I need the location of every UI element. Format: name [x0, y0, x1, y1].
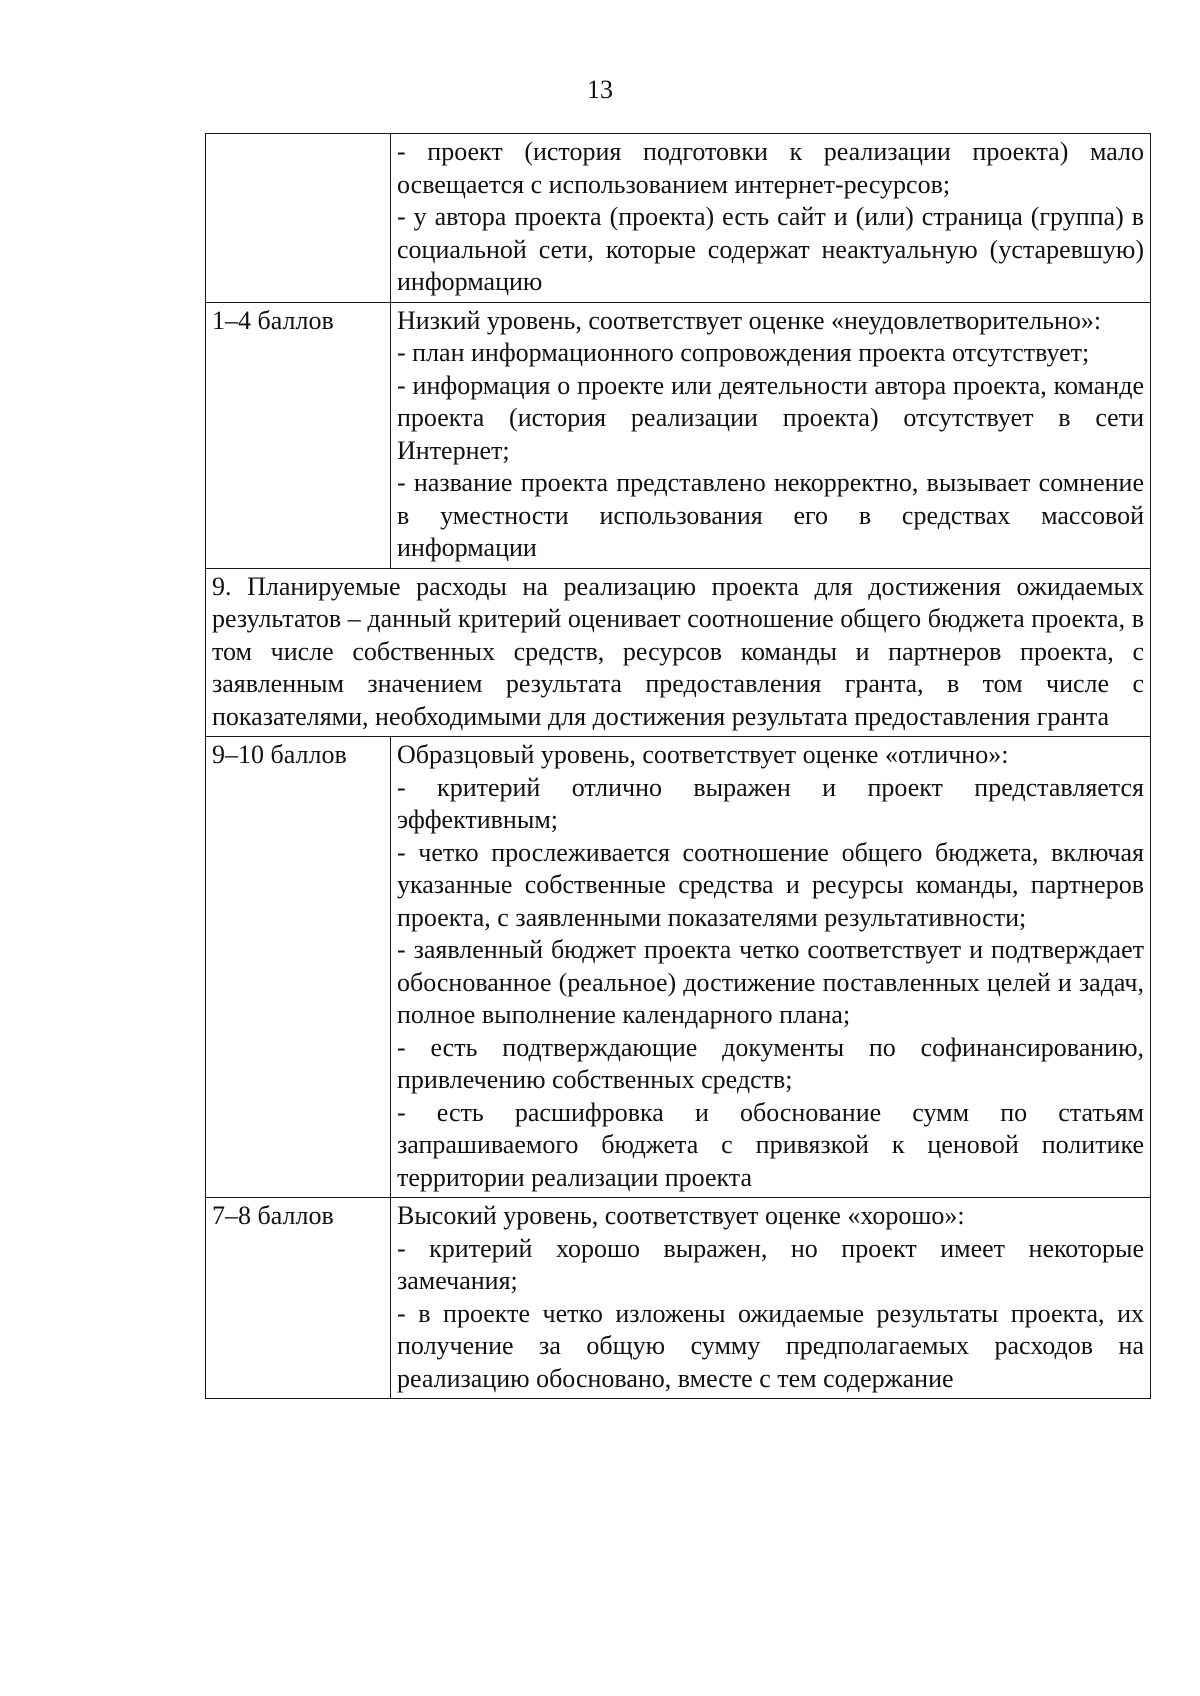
description-line: - план информационного сопровождения проекта отсутствует; — [397, 338, 1090, 367]
description-line: - название проекта представлено некорректно, вызывает сомнение в уместности использования его в средствах массовой информации — [397, 468, 1144, 562]
table-row — [206, 302, 1151, 568]
table-row — [206, 1198, 1151, 1399]
criterion-9-header — [206, 568, 1151, 737]
description-line: - четко прослеживается соотношение общего бюджета, включая указанные собственные средства и ресурсы команды, партнеров проекта, с заявленными показателями результативности; — [397, 837, 1144, 932]
description-line: Высокий уровень, соответствует оценке «хорошо»: — [397, 1201, 965, 1230]
description-line: - есть расшифровка и обоснование сумм по статьям запрашиваемого бюджета с привязкой к ценовой политике территории реализации проекта — [397, 1097, 1144, 1192]
score-cell: 7–8 баллов — [206, 1198, 391, 1399]
section-header-row — [206, 568, 1151, 737]
description-cell — [391, 134, 1151, 303]
description-line: - у автора проекта (проекта) есть сайт и (или) страница (группа) в социальной сети, которые содержат неактуальную (устаревшую) информацию — [397, 202, 1144, 296]
score-cell: 1–4 баллов — [206, 302, 391, 568]
description-line: Низкий уровень, соответствует оценке «неудовлетворительно»: — [397, 305, 1102, 335]
criterion-9-text: 9. Планируемые расходы на реализацию проекта для достижения ожидаемых результатов – данный критерий оценивает соотношение общего бюджета проекта, в том числе собственных средств, ресурсов команды и партнеров проекта, с заявленным значением результата предоставления гранта, в том числе с показателями, необходимыми для достижения результата предоставления гранта — [212, 571, 1144, 731]
description-line: - заявленный бюджет проекта четко соответствует и подтверждает обоснованное (реальное) достижение поставленных целей и задач, полное выполнение календарного плана; — [397, 935, 1144, 1029]
description-line: - критерий хорошо выражен, но проект имеет некоторые замечания; — [397, 1233, 1144, 1295]
description-cell — [391, 1198, 1151, 1399]
description-line: - критерий отлично выражен и проект представляется эффективным; — [397, 772, 1144, 834]
description-cell — [391, 302, 1151, 568]
description-line: - информация о проекте или деятельности автора проекта, команде проекта (история реализации проекта) отсутствует в сети Интернет; — [397, 370, 1144, 465]
score-cell: 9–10 баллов — [206, 737, 391, 1198]
description-line: - есть подтверждающие документы по софинансированию, привлечению собственных средств; — [397, 1032, 1144, 1094]
page-number: 13 — [587, 75, 613, 104]
description-cell — [391, 737, 1151, 1198]
description-line: - в проекте четко изложены ожидаемые результаты проекта, их получение за общую сумму предполагаемых расходов на реализацию обосновано, вместе с тем содержание — [397, 1298, 1144, 1393]
table-row — [206, 134, 1151, 303]
description-line: - проект (история подготовки к реализации проекта) мало освещается с использованием интернет-ресурсов; — [397, 137, 1144, 199]
criteria-table — [205, 133, 1151, 1399]
description-line: Образцовый уровень, соответствует оценке «отлично»: — [397, 740, 1009, 769]
table-row — [206, 737, 1151, 1198]
score-cell — [206, 134, 391, 303]
